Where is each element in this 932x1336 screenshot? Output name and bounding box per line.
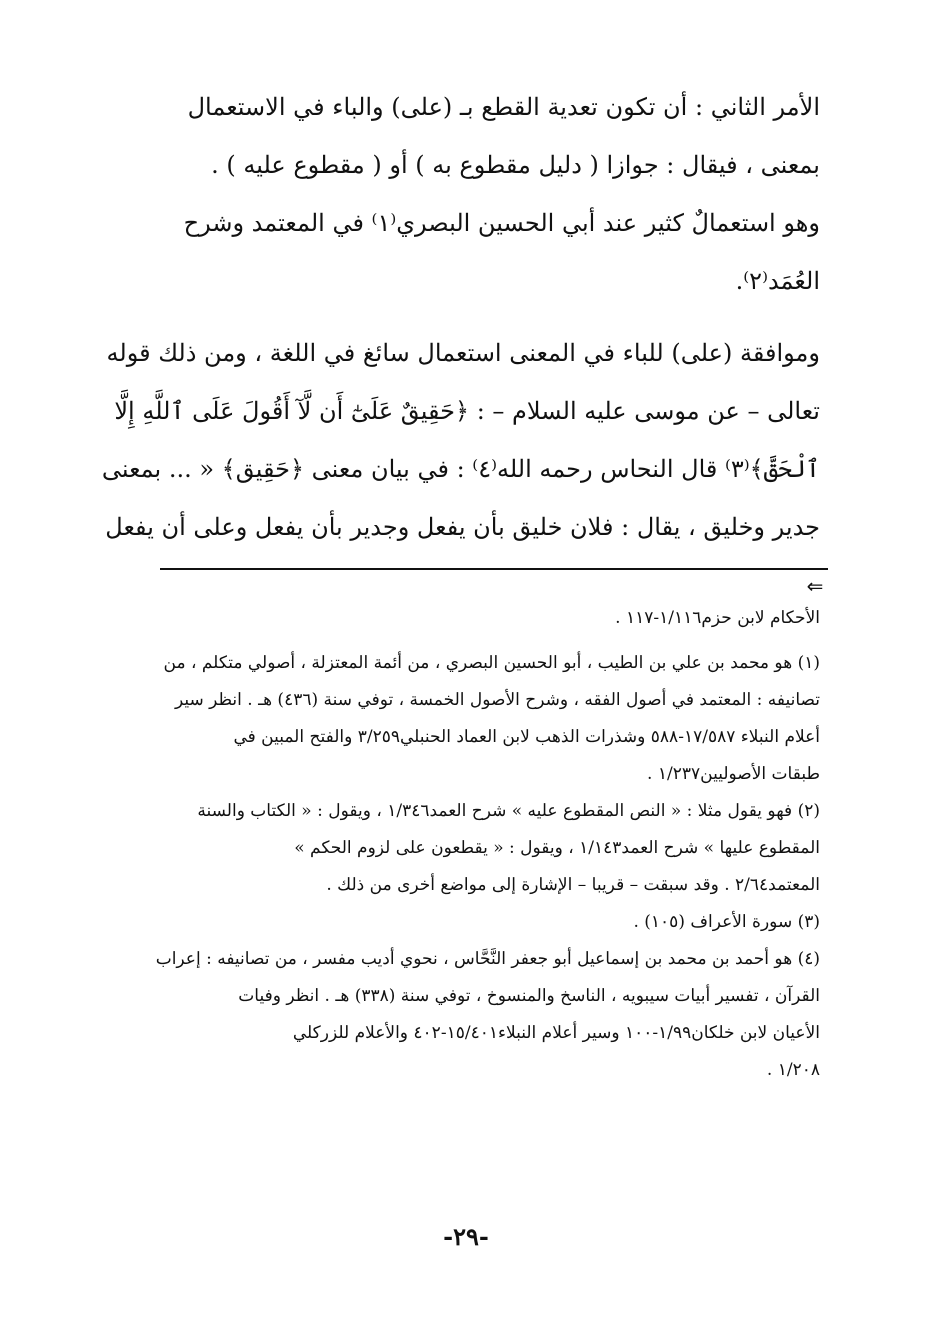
footnote-divider [160,568,828,570]
main-text [80,78,820,556]
footnote-line: (٤) هو أحمد بن محمد بن إسماعيل أبو جعفر النَّحَّاس ، نحوي أديب مفسر ، من تصانيفه : إعراب [155,949,820,969]
continuation-arrow-icon: ⇐ [806,574,824,598]
footnote-line: ١/٢٠٨ . [766,1060,820,1080]
footnote-2 [80,793,820,904]
footnotes [80,600,820,1089]
footnote-line: تصانيفه : المعتمد في أصول الفقه ، وشرح الأصول الخمسة ، توفي سنة (٤٣٦) هـ . انظر سير [174,690,820,710]
footnote-line: (٢) فهو يقول مثلا : « النص المقطوع عليه » شرح العمد١/٣٤٦ ، ويقول : « الكتاب والسنة [197,801,820,821]
footnote-line: المعتمد٢/٦٤ . وقد سبقت – قريبا – الإشارة إلى مواضع أخرى من ذلك . [326,875,820,895]
body-line: الأمر الثاني : أن تكون تعدية القطع بـ (على) والباء في الاستعمال [187,93,820,121]
body-line: بمعنى ، فيقال : جوازا ( دليل مقطوع به ) أو ( مقطوع عليه ) . [211,151,820,179]
footnote-line: القرآن ، تفسير أبيات سيبويه ، الناسخ والمنسوخ ، توفي سنة (٣٣٨) هـ . انظر وفيات [238,986,820,1006]
footnote-line: طبقات الأصوليين١/٢٣٧ . [647,764,820,784]
footnote-1 [80,645,820,793]
page-number: -٢٩- [443,1222,489,1251]
footnote-4 [80,941,820,1089]
footnote-line: (٣) سورة الأعراف (١٠٥) . [633,912,820,932]
body-line: جدير وخليق ، يقال : فلان خليق بأن يفعل وجدير بأن يفعل وعلى أن يفعل [105,513,820,541]
footnote-line: (١) هو محمد بن علي بن الطيب ، أبو الحسين البصري ، من أئمة المعتزلة ، أصولي متكلم ، من [163,653,820,673]
footnote-line: المقطوع عليها » شرح العمد١/١٤٣ ، ويقول : « يقطعون على لزوم الحكم » [294,838,820,858]
footnote-3 [80,904,820,941]
body-line: وموافقة (على) للباء في المعنى استعمال سائغ في اللغة ، ومن ذلك قوله [106,339,820,367]
footnote-gap [80,637,820,645]
footnote-line: أعلام النبلاء ١٧/٥٨٧-٥٨٨ وشذرات الذهب لابن العماد الحنبلي٣/٢٥٩ والفتح المبين في [233,727,820,747]
body-line: العُمَد⁽٢⁾. [735,267,820,295]
body-line: تعالى – عن موسى عليه السلام – : ﴿حَقِيقٌ عَلَىٰٓ أَن لَّآ أَقُولَ عَلَى ٱللَّهِ إِلَّا [114,397,820,425]
footnote-line: الأحكام لابن حزم١/١١٦-١١٧ . [615,608,820,628]
body-line: وهو استعمالٌ كثير عند أبي الحسين البصري⁽١⁾ في المعتمد وشرح [183,209,820,237]
footnote-line: الأعيان لابن خلكان١/٩٩-١٠٠ وسير أعلام النبلاء١٥/٤٠١-٤٠٢ والأعلام للزركلي [292,1023,820,1043]
body-line: ٱلْحَقَّ﴾⁽٣⁾ قال النحاس رحمه الله⁽٤⁾ : في بيان معنى ﴿حَقِيق﴾ « ... بمعنى [101,455,820,483]
footnote-continuation [80,600,820,637]
paragraph-gap [80,310,820,324]
